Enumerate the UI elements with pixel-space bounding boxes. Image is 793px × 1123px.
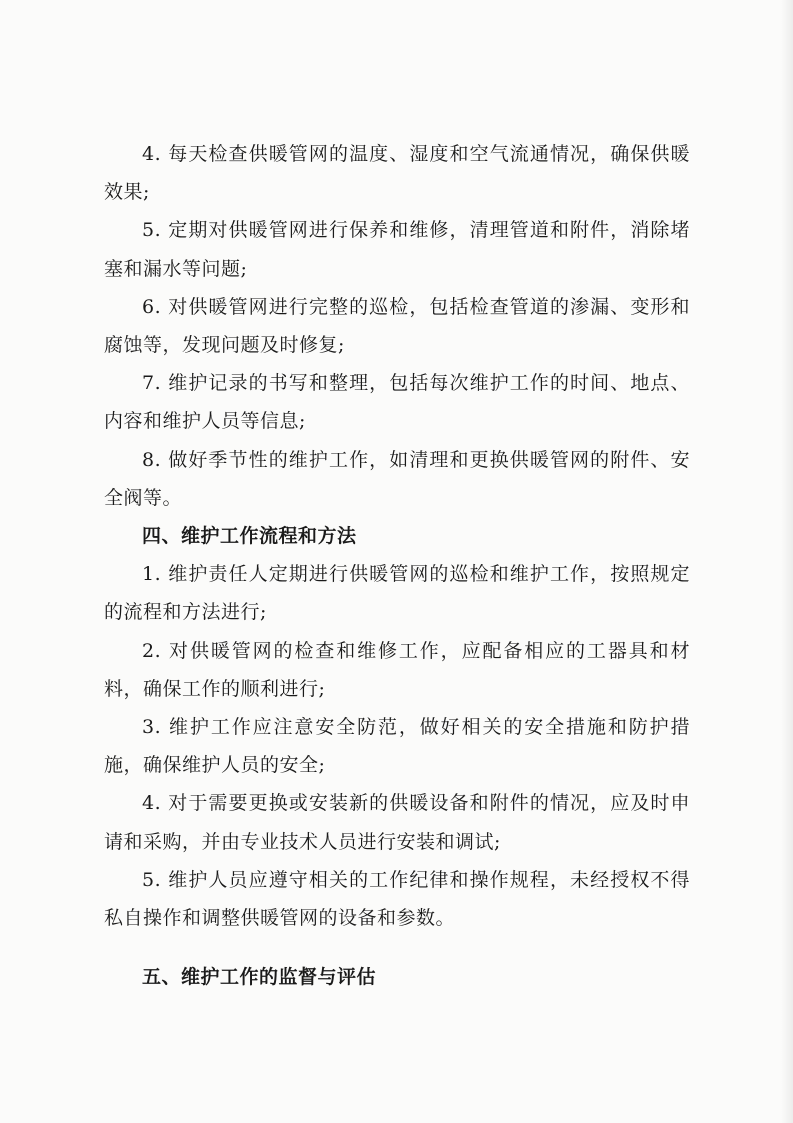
paragraph-item-5: 5. 定期对供暖管网进行保养和维修，清理管道和附件，消除堵塞和漏水等问题; [104, 219, 690, 280]
paragraph-item-7: 7. 维护记录的书写和整理，包括每次维护工作的时间、地点、内容和维护人员等信息; [104, 372, 690, 433]
paragraph-item-6: 6. 对供暖管网进行完整的巡检，包括检查管道的渗漏、变形和腐蚀等，发现问题及时修复; [104, 295, 690, 357]
section-heading-5: 五、维护工作的监督与评估 [142, 966, 377, 988]
paragraph-item-4: 4. 每天检查供暖管网的温度、湿度和空气流通情况，确保供暖效果; [104, 143, 690, 204]
section4-paragraph-2: 2. 对供暖管网的检查和维修工作，应配备相应的工器具和材料，确保工作的顺利进行; [104, 639, 690, 700]
section4-paragraph-3: 3. 维护工作应注意安全防范，做好相关的安全措施和防护措施，确保维护人员的安全; [104, 716, 690, 777]
document-body [104, 135, 690, 937]
section-heading-4: 四、维护工作流程和方法 [142, 525, 357, 548]
section4-paragraph-4: 4. 对于需要更换或安装新的供暖设备和附件的情况，应及时申请和采购，并由专业技术人员进行安装和调试; [104, 792, 690, 853]
section4-paragraph-1: 1. 维护责任人定期进行供暖管网的巡检和维护工作，按照规定的流程和方法进行; [104, 563, 690, 624]
page-edge-shadow [781, 0, 793, 1123]
section4-paragraph-5: 5. 维护人员应遵守相关的工作纪律和操作规程，未经授权不得私自操作和调整供暖管网的设备和参数。 [104, 868, 690, 930]
paragraph-item-8: 8. 做好季节性的维护工作，如清理和更换供暖管网的附件、安全阀等。 [104, 448, 690, 509]
